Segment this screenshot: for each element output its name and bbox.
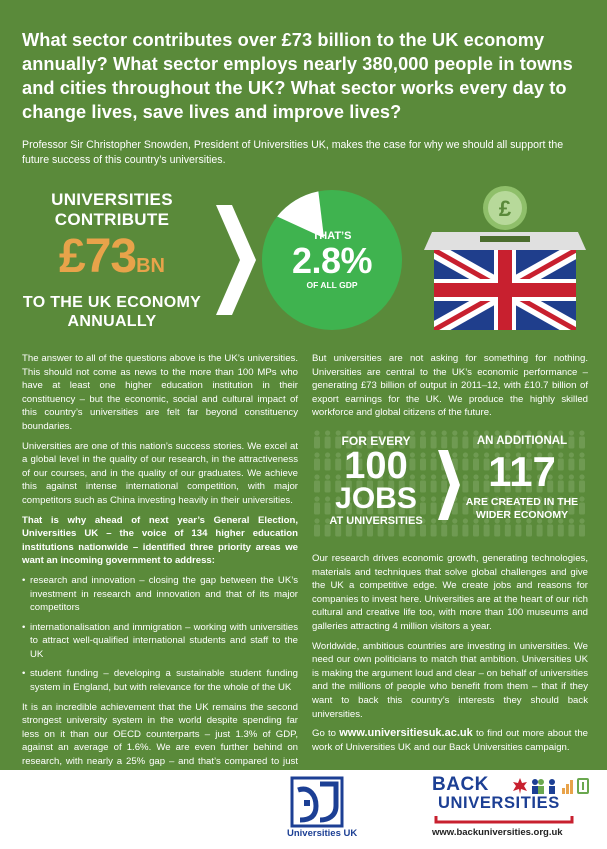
gdp-prefix: THAT’S <box>312 230 352 242</box>
column-right-bottom <box>312 552 588 760</box>
chevron-right-icon <box>216 205 256 315</box>
col1-paragraph-4: It is an incredible achievement that the UK remains the second strongest university system in the world despite spending far less on it than our OECD counterparts – just 1.3% of GDP, against an average of 1.6%. We are even further behind on research, with nearly a 25% gap – and that’s compared to just <box>22 701 298 768</box>
universities-uk-name: Universities UK <box>287 828 358 839</box>
person-icon <box>515 525 521 537</box>
col2-paragraph-1: But universities are not asking for something for nothing. Universities are central to the UK’s economic performance – generating £73 billion of output in 2011–12, with £10.7 billion of export earnings for the UK. We produce the highly skilled workforce and global citizens of the future. <box>312 353 588 419</box>
contribution-line3: TO THE UK ECONOMY <box>22 294 202 311</box>
jobs-infographic <box>312 428 588 538</box>
gdp-suffix: OF ALL GDP <box>306 280 358 290</box>
headline: What sector contributes over £73 billion to the UK economy annually? What sector employs nearly 380,000 people in towns and cities throughout the UK? What sector works every day to change lives, save lives and improve lives? <box>22 30 573 122</box>
col2-paragraph-3: Worldwide, ambitious countries are investing in universities. We need our own politicians to match that ambition. Universities UK is making the argument loud and clear – on behalf of universities and the millions of people who benefit from them – that if they want to back this country’s interests they should back universities. <box>312 640 588 720</box>
jobs-left-d: AT UNIVERSITIES <box>329 515 423 527</box>
person-icon <box>537 525 543 537</box>
intro-text: Professor Sir Christopher Snowden, President of Universities UK, makes the case for why we should all support the future success of this country’s universities. <box>22 139 564 166</box>
contribution-line1: UNIVERSITIES <box>51 190 173 209</box>
priority-list <box>22 574 298 695</box>
col1-paragraph-1: The answer to all of the questions above is the UK’s universities. This should not come as news to the more than 100 MPs who have at least one higher education institution in their constituency – but the economic, social and cultural impact of this country’s universities are felt far beyond constituency boundaries. <box>22 353 298 432</box>
contribution-amount <box>22 230 202 293</box>
jobs-left-b: 100 <box>344 445 408 487</box>
leaf-icon <box>513 778 527 794</box>
amount-value: £73 <box>59 230 137 283</box>
person-icon <box>494 525 500 537</box>
column-left <box>22 352 298 802</box>
col2-paragraph-2: Our research drives economic growth, generating technologies, materials and techniques that solve global challenges and give the UK a competitive edge. We create jobs and reasons for companies to invest here. Universities are at the heart of our rich cultural and creative life too, with more than 100 museums and galleries attracting 4 million visitors a year. <box>312 553 588 632</box>
person-icon <box>547 525 553 537</box>
jobs-left-a: FOR EVERY <box>341 434 411 448</box>
jobs-right-c: ARE CREATED IN THE <box>465 496 579 508</box>
jobs-left-c: JOBS <box>335 482 417 515</box>
person-icon <box>441 525 447 537</box>
person-icon <box>579 525 585 537</box>
column-right-top <box>312 352 588 426</box>
gdp-percent: 2.8% <box>291 240 373 281</box>
person-icon <box>452 525 458 537</box>
amount-unit: BN <box>136 255 165 277</box>
jobs-right <box>454 434 590 522</box>
person-icon <box>442 430 447 435</box>
person-icon <box>568 525 574 537</box>
contribution-line2: CONTRIBUTE <box>54 210 170 229</box>
ballot-box-union-flag-icon <box>420 180 590 330</box>
jobs-right-a: AN ADDITIONAL <box>476 435 568 447</box>
col2-paragraph-4 <box>312 727 588 754</box>
jobs-left <box>312 434 440 528</box>
back-text: BACK <box>432 774 489 795</box>
person-icon <box>484 525 490 537</box>
universities-text: UNIVERSITIES <box>438 794 560 812</box>
find-out-text: to find out more about the work of Universities UK and our Back Universities campaign. <box>312 728 588 753</box>
person-icon <box>441 437 447 449</box>
gdp-label <box>262 230 402 291</box>
svg-text:£: £ <box>498 196 512 221</box>
contribution-line4: ANNUALLY <box>67 313 157 330</box>
jobs-right-b: 117 <box>488 448 556 495</box>
backuniversities-link[interactable]: www.backuniversities.org.uk <box>432 827 563 838</box>
jobs-right-d: WIDER ECONOMY <box>475 509 569 521</box>
person-icon <box>505 525 511 537</box>
contribution-block <box>22 190 202 331</box>
person-icon <box>473 525 479 537</box>
col1-paragraph-2: Universities are one of this nation’s success stories. We excel at a global level in the quality of our research, in the attractiveness of our courses, and in the quality of our graduates. We achieve this against intense international competition, with major competitors such as China investing heavily in their universities. <box>22 440 298 506</box>
campaign-icons <box>512 776 592 796</box>
list-item: • research and innovation – closing the gap between the UK’s investment in research and innovation and that of its major competitors <box>22 574 298 615</box>
footer <box>0 770 607 849</box>
person-icon <box>558 525 564 537</box>
col1-paragraph-3: That is why ahead of next year’s General Election, Universities UK – the voice of 134 higher education institutions nationwide – identified three priority areas we want an incoming government to address: <box>22 514 298 567</box>
underline-arrow-icon <box>434 814 576 824</box>
list-item: • student funding – developing a sustainable student funding system in England, but with relevance for the whole of the UK <box>22 667 298 694</box>
go-to-text: Go to <box>312 728 337 740</box>
list-item: • internationalisation and immigration – working with universities to attract well-qualified international students and staff to the UK <box>22 621 298 662</box>
universities-uk-logo-icon <box>290 776 344 828</box>
universitiesuk-link[interactable]: www.universitiesuk.ac.uk <box>339 727 473 740</box>
person-icon <box>462 525 468 537</box>
person-icon <box>526 525 532 537</box>
